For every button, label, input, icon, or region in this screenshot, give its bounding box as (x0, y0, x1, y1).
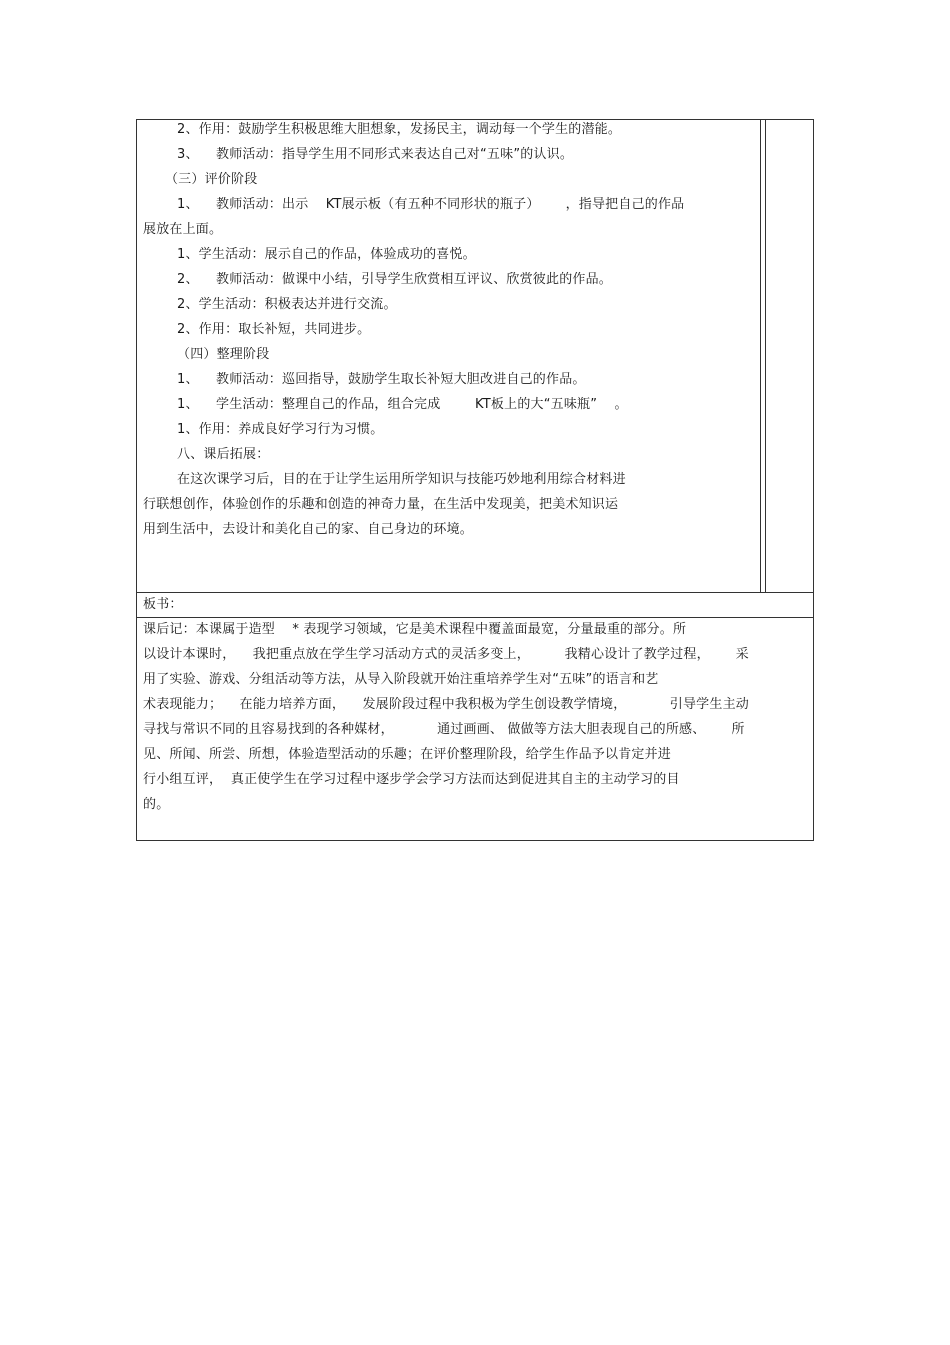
notes-line: 课后记：本课属于造型 * 表现学习领域，它是美术课程中覆盖面最宽，分量最重的部分。所 (143, 622, 687, 637)
notes-line: 行小组互评， 真正使学生在学习过程中逐步学会学习方法而达到促进其自主的主动学习的目 (143, 772, 680, 787)
content-line: 展放在上面。 (143, 222, 223, 237)
content-line: 用到生活中，去设计和美化自己的家、自己身边的环境。 (143, 522, 474, 537)
content-line: 行联想创作，体验创作的乐趣和创造的神奇力量，在生活中发现美，把美术知识运 (143, 497, 619, 512)
notes-line: 术表现能力； 在能力培养方面， 发展阶段过程中我积极为学生创设教学情境， 引导学生主动 (143, 697, 749, 712)
lesson-content-cell (137, 120, 761, 592)
reflection-notes-cell (137, 618, 813, 840)
content-line: 1、作用：养成良好学习行为习惯。 (177, 422, 384, 437)
content-line: 在这次课学习后，目的在于让学生运用所学知识与技能巧妙地利用综合材料进 (177, 472, 626, 487)
board-label: 板书： (143, 597, 183, 612)
content-line: 2、作用：鼓励学生积极思维大胆想象，发扬民主，调动每一个学生的潜能。 (177, 122, 622, 137)
content-line: 2、作用：取长补短，共同进步。 (177, 322, 371, 337)
side-column-cell (761, 120, 766, 592)
notes-line: 用了实验、游戏、分组活动等方法，从导入阶段就开始注重培养学生对“五味”的语言和艺 (143, 672, 659, 687)
content-line: （三）评价阶段 (165, 172, 258, 187)
notes-line: 见、所闻、所尝、所想，体验造型活动的乐趣；在评价整理阶段，给学生作品予以肯定并进 (143, 747, 672, 762)
content-line: 2、学生活动：积极表达并进行交流。 (177, 297, 397, 312)
content-line: 2、 教师活动：做课中小结，引导学生欣赏相互评议、欣赏彼此的作品。 (177, 272, 613, 287)
blackboard-row (137, 592, 813, 618)
notes-line: 的。 (143, 797, 170, 812)
notes-line: 以设计本课时， 我把重点放在学生学习活动方式的灵活多变上， 我精心设计了教学过程， 采 (143, 647, 749, 662)
content-line: 1、学生活动：展示自己的作品，体验成功的喜悦。 (177, 247, 476, 262)
notes-line: 寻找与常识不同的且容易找到的各种媒材， 通过画画、 做做等方法大胆表现自己的所感、 所 (143, 722, 745, 737)
content-line: 1、 学生活动：整理自己的作品，组合完成 KT板上的大“五味瓶” 。 (177, 397, 628, 412)
content-line: 1、 教师活动：出示 KT展示板（有五种不同形状的瓶子） ，指导把自己的作品 (177, 197, 685, 212)
content-line: 3、 教师活动：指导学生用不同形式来表达自己对“五味”的认识。 (177, 147, 574, 162)
content-line: 八、课后拓展： (177, 447, 270, 462)
lesson-table (136, 119, 814, 841)
content-line: 1、 教师活动：巡回指导，鼓励学生取长补短大胆改进自己的作品。 (177, 372, 586, 387)
content-line: （四）整理阶段 (177, 347, 270, 362)
